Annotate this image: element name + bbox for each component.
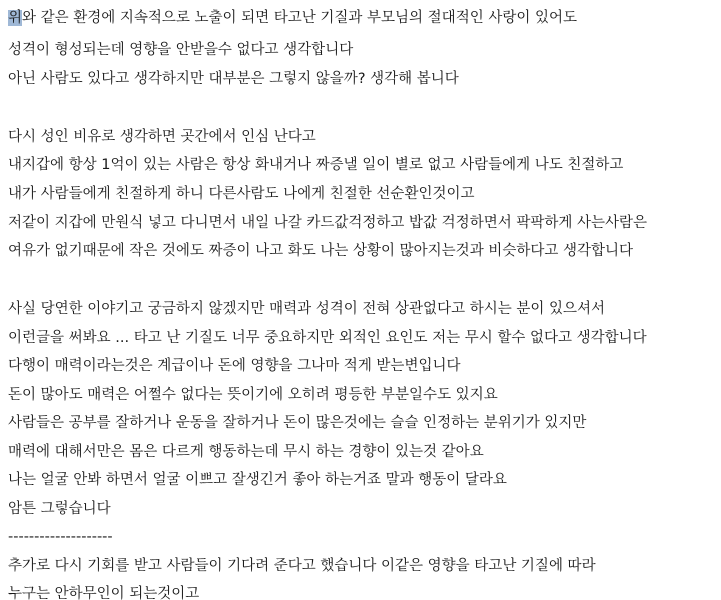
text-line: 사람들은 공부를 잘하거나 운동을 잘하거나 돈이 많은것에는 슬슬 인정하는 분위기가 있지만	[8, 415, 587, 431]
text-line-content: 와 같은 환경에 지속적으로 노출이 되면 타고난 기질과 부모님의 절대적인 사랑이 있어도	[22, 10, 577, 26]
text-line: 다시 성인 비유로 생각하면 곳간에서 인심 난다고	[8, 129, 316, 145]
text-line: 다행이 매력이라는것은 계급이나 돈에 영향을 그나마 적게 받는변입니다	[8, 358, 461, 374]
text-line: 추가로 다시 기회를 받고 사람들이 기다려 준다고 했습니다 이같은 영향을 타고난 기질에 따라	[8, 558, 596, 574]
text-line: 성격이 형성되는데 영향을 안받을수 없다고 생각합니다	[8, 42, 354, 58]
text-line: 내가 사람들에게 친절하게 하니 다른사람도 나에게 친절한 선순환인것이고	[8, 186, 475, 202]
selected-character[interactable]: 위	[8, 10, 23, 26]
text-line: 아닌 사람도 있다고 생각하지만 대부분은 그렇지 않을까? 생각해 봅니다	[8, 71, 459, 87]
text-line: 사실 당연한 이야기고 궁금하지 않겠지만 매력과 성격이 전혀 상관없다고 하시는 분이 있으셔서	[8, 301, 605, 317]
text-line: 내지갑에 항상 1억이 있는 사람은 항상 화내거나 짜증낼 일이 별로 없고 사람들에게 나도 친절하고	[8, 157, 624, 173]
text-line: 나는 얼굴 안봐 하면서 얼굴 이쁘고 잘생긴거 좋아 하는거죠 말과 행동이 달라요	[8, 472, 507, 488]
text-line: 여유가 없기때문에 작은 것에도 짜증이 나고 화도 나는 상황이 많아지는것과 비슷하다고 생각합니다	[8, 243, 633, 259]
text-line: 암튼 그렇습니다	[8, 501, 111, 517]
text-line: 매력에 대해서만은 몸은 다르게 행동하는데 무시 하는 경향이 있는것 같아요	[8, 444, 484, 460]
text-line	[8, 8, 577, 28]
separator-line: --------------------	[8, 529, 113, 545]
text-line: 이런글을 써봐요 ... 타고 난 기질도 너무 중요하지만 외적인 요인도 저는 무시 할수 없다고 생각합니다	[8, 330, 647, 346]
text-line: 저같이 지갑에 만원식 넣고 다니면서 내일 나갈 카드값걱정하고 밥값 걱정하면서 팍팍하게 사는사람은	[8, 215, 647, 231]
text-line: 돈이 많아도 매력은 어쩔수 없다는 뜻이기에 오히려 평등한 부분일수도 있지요	[8, 387, 498, 403]
text-line: 누구는 안하무인이 되는것이고	[8, 586, 200, 600]
